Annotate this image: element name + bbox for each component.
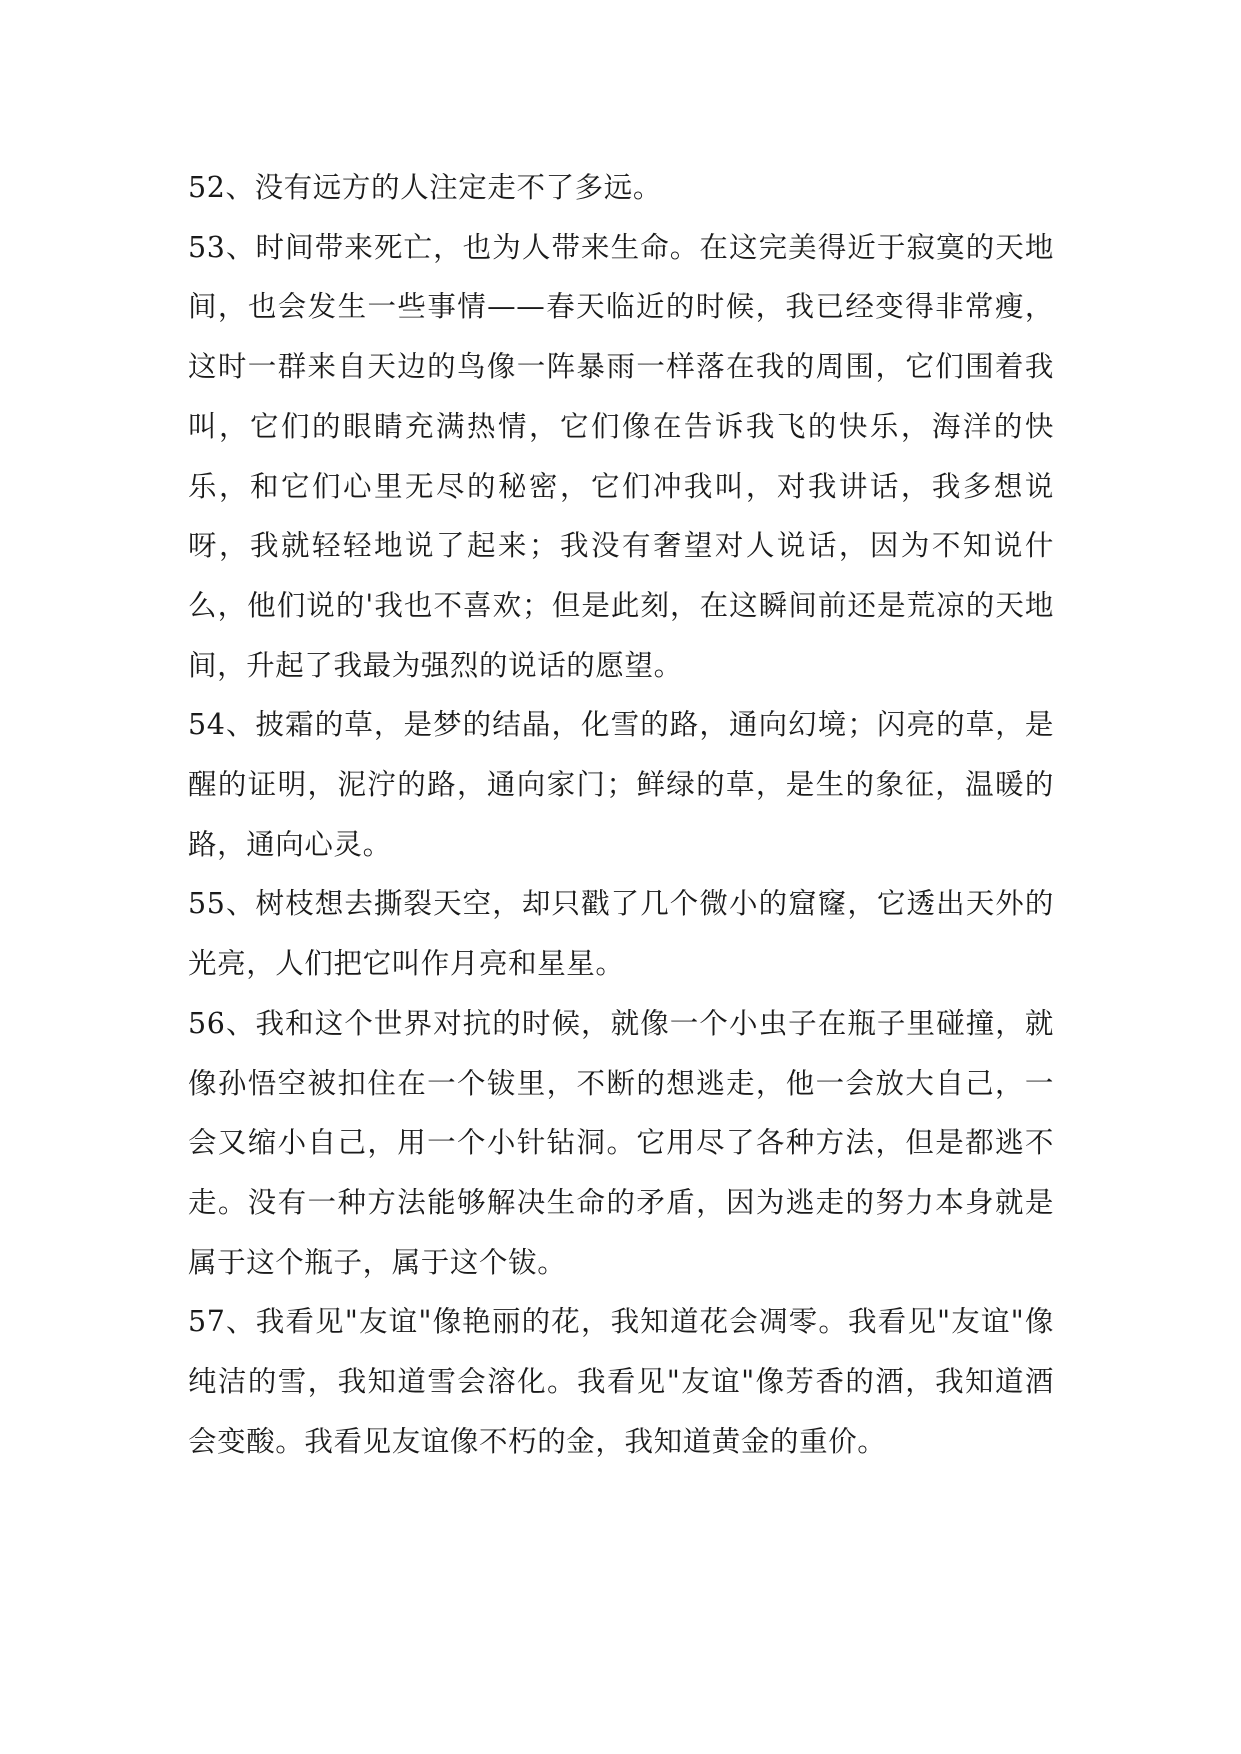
paragraph-52: 52、没有远方的人注定走不了多远。: [188, 171, 662, 204]
paragraph-56: 56、我和这个世界对抗的时候，就像一个小虫子在瓶子里碰撞，就像孙悟空被扣住在一个钹里，不断的想逃走，他一会放大自己，一会又缩小自己，用一个小针钻洞。它用尽了各种方法，但是都逃不走。没有一种方法能够解决生命的矛盾，因为逃走的努力本身就是属于这个瓶子，属于这个钹。: [188, 1006, 1054, 1279]
document-body: [188, 158, 1054, 1471]
paragraph-55: 55、树枝想去撕裂天空，却只戳了几个微小的窟窿，它透出天外的光亮，人们把它叫作月亮和星星。: [188, 887, 1054, 981]
paragraph-57: 57、我看见"友谊"像艳丽的花，我知道花会凋零。我看见"友谊"像纯洁的雪，我知道雪会溶化。我看见"友谊"像芳香的酒，我知道酒会变酸。我看见友谊像不朽的金，我知道黄金的重价。: [188, 1305, 1054, 1458]
paragraph-54: 54、披霜的草，是梦的结晶，化雪的路，通向幻境；闪亮的草，是醒的证明，泥泞的路，通向家门；鲜绿的草，是生的象征，温暖的路，通向心灵。: [188, 708, 1054, 861]
paragraph-53: 53、时间带来死亡，也为人带来生命。在这完美得近于寂寞的天地间，也会发生一些事情——春天临近的时候，我已经变得非常瘦，这时一群来自天边的鸟像一阵暴雨一样落在我的周围，它们围着我叫，它们的眼睛充满热情，它们像在告诉我飞的快乐，海洋的快乐，和它们心里无尽的秘密，它们冲我叫，对我讲话，我多想说呀，我就轻轻地说了起来；我没有奢望对人说话，因为不知说什么，他们说的'我也不喜欢；但是此刻，在这瞬间前还是荒凉的天地间，升起了我最为强烈的说话的愿望。: [188, 230, 1054, 682]
